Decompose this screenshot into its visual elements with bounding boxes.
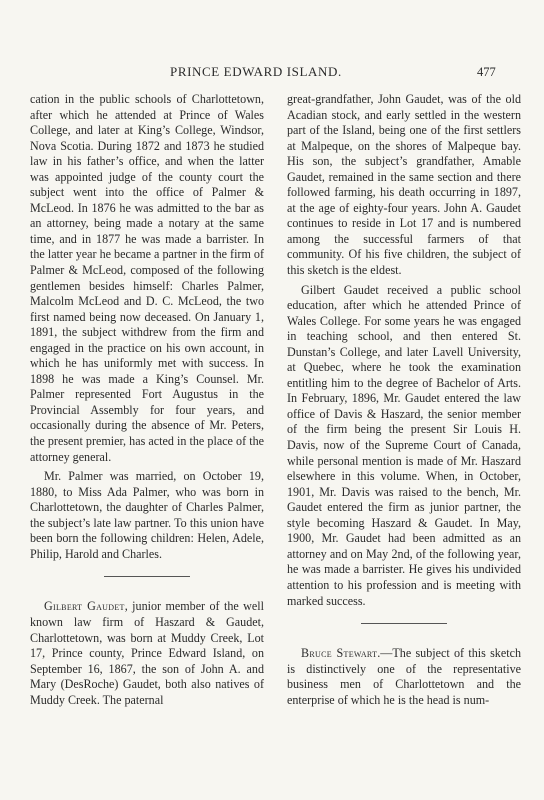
running-title: PRINCE EDWARD ISLAND. bbox=[170, 64, 342, 79]
section-divider bbox=[361, 623, 447, 624]
stewart-name: Bruce Stewart bbox=[301, 646, 378, 661]
page-header bbox=[0, 64, 544, 80]
palmer-marriage-paragraph: Mr. Palmer was married, on October 19, 1880, to Miss Ada Palmer, who was born in Charlottetown, the daughter of Charles Palmer, the subject’s late law partner. To this union have been born the following children: Helen, Adele, Philip, Harold and Charles. bbox=[30, 469, 264, 561]
left-column bbox=[30, 92, 264, 708]
gaudet-name: Gilbert Gaudet bbox=[44, 599, 125, 614]
gaudet-intro-text: , junior member of the well known law firm of Haszard & Gaudet, Charlottetown, was born at Muddy Creek, Lot 17, Prince county, Prince Edward Island, on September 16, 1867, the son of John A. and Mary (DesRoche) Gaudet, both also natives of Muddy Creek. The paternal bbox=[30, 599, 265, 707]
section-divider bbox=[104, 576, 190, 577]
page-number: 477 bbox=[477, 65, 496, 79]
gaudet-intro-paragraph bbox=[30, 599, 264, 708]
gaudet-ancestry-paragraph: great-grandfather, John Gaudet, was of the old Acadian stock, and early settled in the western part of the Island, being one of the first settlers at Malpeque, on the shores of Malpeque bay. His son, the subject’s grandfather, Amable Gaudet, remained in the same section and there followed farming, his death occurring in 1897, at the age of eighty-four years. John A. Gaudet continues to reside in Lot 17 and is numbered among the successful farmers of that community. Of his five children, the subject of this sketch is the eldest. bbox=[287, 92, 521, 278]
stewart-intro-paragraph bbox=[287, 646, 521, 708]
gaudet-career-paragraph: Gilbert Gaudet received a public school education, after which he attended Prince of Wales College. For some years he was engaged in teaching school, and then entered St. Dunstan’s College, and later Lavell University, at Quebec, where he took the examination entitling him to the degree of Bachelor of Arts. In February, 1896, Mr. Gaudet entered the law office of Davis & Haszard, the senior member of the firm being the present Sir Louis H. Davis, now of the Supreme Court of Canada, while personal mention is made of Mr. Haszard elsewhere in this volume. When, in October, 1901, Mr. Davis was raised to the bench, Mr. Gaudet entered the firm as junior partner, the style becoming Haszard & Gaudet. In May, 1900, Mr. Gaudet had been admitted as an attorney and on May 2nd, of the following year, he was made a barrister. He gives his undivided attention to his profession and is meeting with marked success. bbox=[287, 282, 521, 608]
stewart-intro-text: .—The subject of this sketch is distinctively one of the representative business men of Charlottetown and the enterprise of which he is the head is num- bbox=[287, 646, 521, 707]
right-column bbox=[287, 92, 521, 708]
palmer-career-paragraph: cation in the public schools of Charlottetown, after which he attended at Prince of Wales College, and later at King’s College, Windsor, Nova Scotia. During 1872 and 1873 he studied law in his father’s office, and when the latter was appointed judge of the county court the subject went into the office of Palmer & McLeod. In 1876 he was admitted to the bar as an attorney, being made a notary at the same time, and in 1877 he was made a barrister. In the latter year he became a partner in the firm of Palmer & McLeod, composed of the following gentlemen besides himself: Charles Palmer, Malcolm McLeod and D. C. McLeod, the two first named being now deceased. On January 1, 1891, the subject withdrew from the firm and engaged in the practice on his own account, in which he has uniformly met with success. In 1898 he was made a King’s Counsel. Mr. Palmer represented Fort Augustus in the Provincial Assembly for four years, and occasionally during the absence of Mr. Peters, the present premier, has acted in the place of the attorney general. bbox=[30, 92, 264, 464]
